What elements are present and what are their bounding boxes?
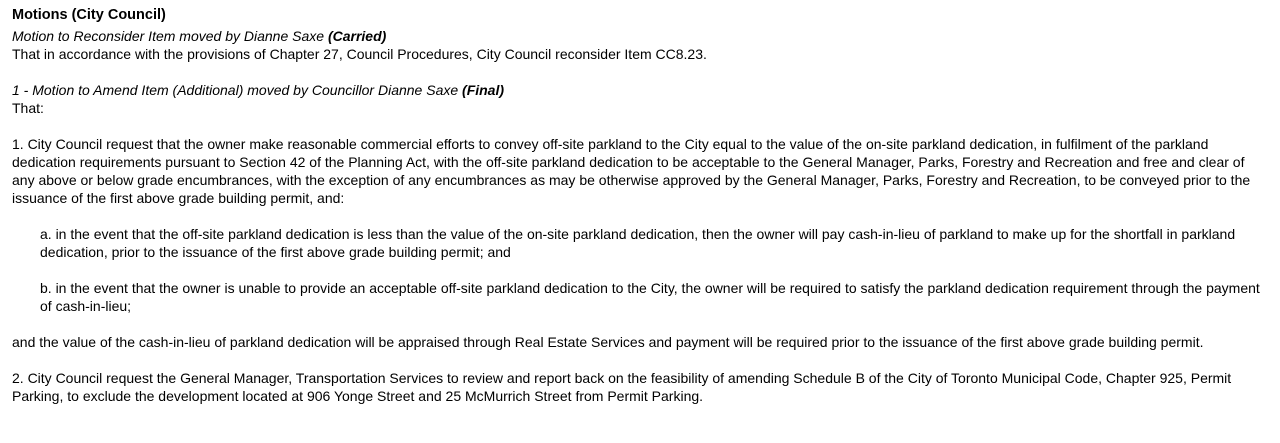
motion-reconsider xyxy=(12,27,1268,63)
motion-body: That in accordance with the provisions of Chapter 27, Council Procedures, City Council reconsider Item CC8.23. xyxy=(12,46,707,62)
motion-paragraph-1: 1. City Council request that the owner make reasonable commercial efforts to convey off-site parkland to the City equal to the value of the on-site parkland dedication, in fulfilment of the parkland dedication requirements pursuant to Section 42 of the Planning Act, with the off-site parkland dedication to be acceptable to the General Manager, Parks, Forestry and Recreation and free and clear of any above or below grade encumbrances, with the exception of any encumbrances as may be otherwise approved by the General Manager, Parks, Forestry and Recreation, to be conveyed prior to the issuance of the first above grade building permit, and: xyxy=(12,136,1251,206)
motion-amend xyxy=(12,81,1268,405)
section-heading: Motions (City Council) xyxy=(12,7,166,23)
motion-header xyxy=(12,81,1268,99)
motion-status: (Carried) xyxy=(327,28,387,44)
motion-paragraph-2: 2. City Council request the General Manager, Transportation Services to review and report back on the feasibility of amending Schedule B of the City of Toronto Municipal Code, Chapter 925, Permit Parking, to exclude the development located at 906 Yonge Street and 25 McMurrich Street from Permit Parking. xyxy=(12,370,1232,404)
motion-paragraph-1-end: and the value of the cash-in-lieu of parkland dedication will be appraised through Real Estate Services and payment will be required prior to the issuance of the first above grade building permit. xyxy=(12,334,1204,350)
motion-subclause-a: a. in the event that the off-site parkland dedication is less than the value of the on-site parkland dedication, then the owner will pay cash-in-lieu of parkland to make up for the shortfall in parkland dedication, prior to the issuance of the first above grade building permit; and xyxy=(40,226,1236,260)
motion-header xyxy=(12,27,1268,45)
motion-intro: That: xyxy=(12,100,44,116)
motion-title: 1 - Motion to Amend Item (Additional) moved by Councillor Dianne Saxe xyxy=(12,82,459,98)
motion-title: Motion to Reconsider Item moved by Dianne Saxe xyxy=(12,28,325,44)
motion-status: (Final) xyxy=(462,82,505,98)
motion-subclause-b: b. in the event that the owner is unable to provide an acceptable off-site parkland dedication to the City, the owner will be required to satisfy the parkland dedication requirement through the payment of cash-in-lieu; xyxy=(40,280,1260,314)
